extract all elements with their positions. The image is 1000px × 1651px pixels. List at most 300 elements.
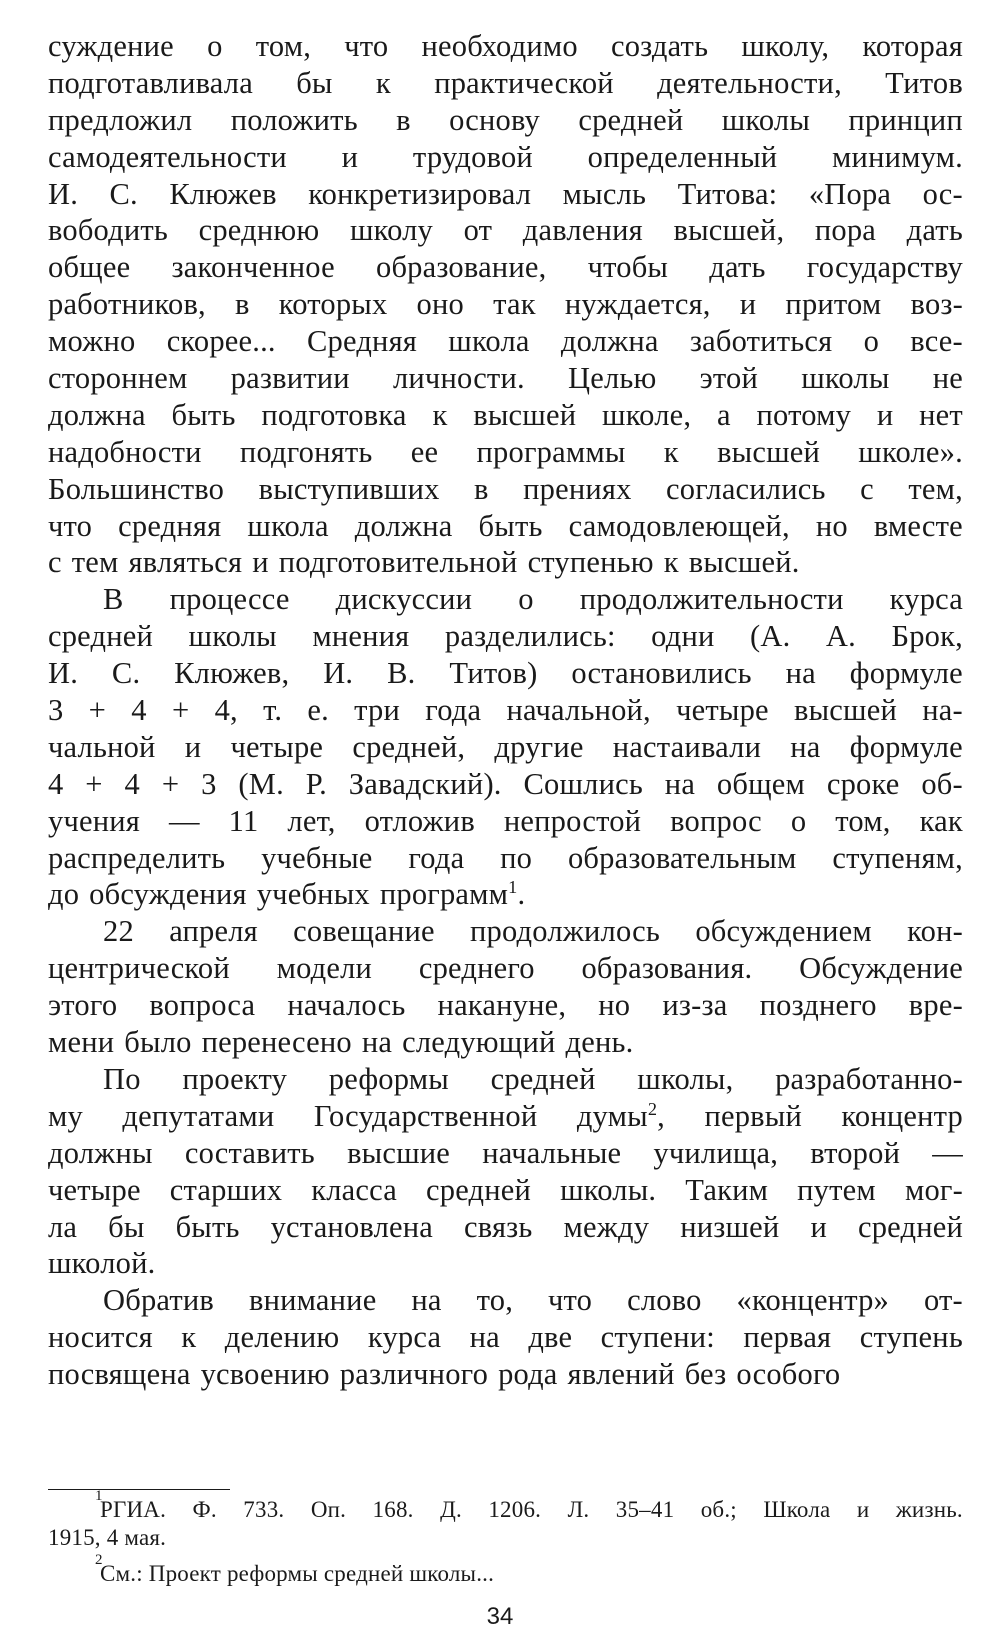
word: подготавливала: [48, 65, 253, 100]
word: так: [493, 287, 536, 322]
word: дать: [906, 213, 963, 248]
word: курса: [889, 582, 963, 617]
text-line: [48, 544, 963, 581]
word: законченное: [171, 250, 335, 285]
word: остановились: [571, 656, 752, 691]
word: мог-: [904, 1172, 963, 1207]
word: непростой: [503, 803, 642, 838]
word: бы: [108, 1209, 145, 1244]
word: 4: [124, 766, 140, 801]
word: старших: [169, 1172, 283, 1207]
word: И.: [48, 656, 79, 691]
word: на: [469, 1320, 500, 1355]
word: об.;: [700, 1497, 737, 1522]
word: жизнь.: [895, 1497, 963, 1522]
word: распределить: [48, 840, 226, 875]
word: быть: [478, 508, 543, 543]
word: Брок,: [891, 619, 963, 654]
word: Ф.: [192, 1497, 217, 1522]
word: 4: [48, 766, 64, 801]
word: что: [48, 508, 93, 543]
word: и: [739, 287, 757, 322]
word: подготовка: [261, 397, 407, 432]
word: проекту: [182, 1061, 288, 1096]
word: воз-: [910, 287, 963, 322]
word: согласились: [666, 471, 826, 506]
word: пора: [814, 213, 877, 248]
footnotes: [48, 1488, 963, 1596]
word: о: [790, 803, 807, 838]
word: —: [932, 1135, 963, 1170]
word: конкретизировал: [308, 176, 532, 211]
word: практической: [434, 65, 614, 100]
word: начальной,: [506, 693, 651, 728]
word: должна: [560, 324, 659, 359]
word: трудовой: [412, 139, 533, 174]
word: суждение: [48, 29, 174, 63]
word: нет: [919, 397, 963, 432]
word: (М.: [238, 766, 284, 801]
word: продолжительности: [579, 582, 844, 617]
word: четыре: [230, 729, 324, 764]
word: средней: [426, 1172, 532, 1207]
word: ее: [410, 434, 439, 469]
word: накануне,: [437, 988, 567, 1023]
paragraph: [48, 913, 963, 1061]
word: 4: [131, 693, 147, 728]
word: две: [528, 1320, 573, 1355]
word: училища,: [653, 1135, 779, 1170]
footnote-text: См.: Проект реформы средней школы...: [100, 1561, 495, 1586]
footnote-line: 2 См.: Проект реформы средней школы...: [95, 1552, 495, 1586]
text-line: [48, 840, 963, 877]
word: четыре: [676, 693, 769, 728]
word: Средняя: [307, 324, 418, 359]
text-line: [48, 803, 963, 840]
word: началось: [287, 988, 406, 1023]
text-line: [48, 1135, 963, 1172]
word: (А.: [750, 619, 791, 654]
word: и: [341, 139, 359, 174]
word: в: [474, 471, 489, 506]
word: к: [375, 65, 391, 100]
word: чальной: [48, 729, 156, 764]
word: Государственной: [313, 1098, 538, 1133]
word: развитии: [230, 361, 350, 396]
word: в: [396, 102, 411, 137]
text-line: [48, 508, 963, 545]
word: среднего: [418, 951, 535, 986]
page-number: 34: [486, 1603, 514, 1630]
footnote-line: 1 РГИА. Ф. 733. Оп. 168. Д. 1206. Л. 35–41 об.; Школа и жизнь.: [95, 1488, 963, 1522]
word: на: [790, 729, 821, 764]
word: скорее...: [166, 324, 276, 359]
word: тем,: [908, 471, 963, 506]
word: потому: [756, 397, 852, 432]
word: дискуссии: [335, 582, 473, 617]
word: РГИА.: [100, 1497, 167, 1522]
word: центрической: [48, 951, 230, 986]
word: положить: [230, 102, 358, 137]
word: школы: [801, 361, 890, 396]
word: и: [184, 729, 202, 764]
word: но: [598, 988, 631, 1023]
word: Школа: [763, 1497, 831, 1522]
text-line: [48, 1172, 963, 1209]
word: Оп.: [310, 1497, 347, 1522]
text-line: [48, 286, 963, 323]
word: вопрос: [670, 803, 762, 838]
word: 4,: [214, 693, 238, 728]
text-line: [48, 249, 963, 286]
text-line: [48, 618, 963, 655]
word: с: [48, 545, 62, 580]
text-line: [48, 1098, 963, 1135]
word: вободить: [48, 213, 169, 248]
word: являться: [128, 545, 243, 580]
word: средняя: [118, 508, 222, 543]
word: +: [88, 693, 107, 728]
word: к: [663, 434, 679, 469]
word: первый: [704, 1098, 802, 1133]
word: самодовлеющей,: [568, 508, 790, 543]
word: быть: [175, 1209, 240, 1244]
word: 22: [103, 914, 134, 949]
text-line: [48, 1282, 963, 1319]
word: настаивали: [612, 729, 762, 764]
text-line: [48, 655, 963, 692]
word: минимум.: [832, 139, 963, 174]
footnote: [48, 1488, 963, 1552]
word: года: [408, 840, 465, 875]
word: давления: [522, 213, 643, 248]
word: образования.: [581, 951, 753, 986]
word: вопроса: [149, 988, 256, 1023]
word: должны: [48, 1135, 153, 1170]
word: носится: [48, 1320, 153, 1355]
word: Р.: [305, 766, 327, 801]
word: и: [810, 1209, 827, 1244]
word: с: [860, 471, 874, 506]
word: все-: [910, 324, 963, 359]
word: посвящена: [48, 1357, 191, 1392]
word: четыре: [48, 1172, 141, 1207]
text-line: [48, 28, 963, 65]
word: общем: [716, 766, 805, 801]
footnote-text: 1915, 4 мая.: [48, 1525, 167, 1550]
word: средней: [490, 1061, 596, 1096]
word: и: [252, 545, 269, 580]
text-line: [48, 950, 963, 987]
word: по: [500, 840, 533, 875]
word: основу: [449, 102, 541, 137]
word: было: [124, 1025, 192, 1060]
word: без: [684, 1357, 727, 1392]
word: деятельности,: [657, 65, 842, 100]
word: этой: [699, 361, 759, 396]
word: начальные: [482, 1135, 622, 1170]
word: подготовительной: [278, 545, 518, 580]
word: школой.: [48, 1246, 156, 1281]
word: высшей: [794, 693, 897, 728]
word: том,: [255, 29, 312, 63]
word: ступень: [859, 1320, 963, 1355]
word: принцип: [848, 102, 963, 137]
word: слово: [627, 1283, 702, 1318]
word: образовательным: [567, 840, 797, 875]
word: вре-: [908, 988, 963, 1023]
text-line: [48, 471, 963, 508]
text-line: [48, 1245, 963, 1282]
text-line: [48, 581, 963, 618]
word: вместе: [873, 508, 963, 543]
word: позднего: [759, 988, 877, 1023]
word: на: [361, 1025, 393, 1060]
word: три: [354, 693, 401, 728]
word: оно: [416, 287, 464, 322]
word: Титов): [449, 656, 538, 691]
word: необходимо: [421, 29, 578, 63]
text-line: [48, 987, 963, 1024]
word: и: [876, 397, 894, 432]
word: создать: [611, 29, 709, 63]
word: И.: [48, 176, 79, 211]
word: Титов: [885, 65, 963, 100]
word: реформы: [328, 1061, 449, 1096]
word: думы$^2$,: [576, 1098, 665, 1133]
text-line: [48, 176, 963, 213]
word: му: [48, 1098, 83, 1133]
word: не: [932, 361, 963, 396]
word: Титова:: [677, 176, 778, 211]
word: С.: [109, 176, 138, 211]
word: обсуждения: [89, 877, 247, 912]
word: на: [664, 766, 696, 801]
word: класса: [311, 1172, 397, 1207]
word: самодеятельности: [48, 139, 287, 174]
word: Клюжев: [169, 176, 277, 211]
word: формуле: [849, 729, 963, 764]
word: ступенью: [527, 545, 654, 580]
word: заботиться: [689, 324, 833, 359]
word: формуле: [849, 656, 963, 691]
word: делению: [224, 1320, 340, 1355]
word: школу,: [741, 29, 830, 63]
word: апреля: [169, 914, 258, 949]
word: особого: [736, 1357, 841, 1392]
word: образование,: [376, 250, 547, 285]
paragraph: [48, 1282, 963, 1393]
word: надобности: [48, 434, 202, 469]
word: «концентр»: [736, 1283, 890, 1318]
word: школе».: [858, 434, 963, 469]
word: из-за: [662, 988, 728, 1023]
word: школу: [349, 213, 434, 248]
word: ступеням,: [832, 840, 963, 875]
word: 35–41: [615, 1497, 675, 1522]
word: чтобы: [587, 250, 669, 285]
word: второй: [810, 1135, 901, 1170]
word: которая: [862, 29, 963, 63]
word: что: [548, 1283, 593, 1318]
word: 3: [48, 693, 64, 728]
word: И.: [323, 656, 354, 691]
word: Клюжев,: [174, 656, 290, 691]
footnote-line: [48, 1524, 963, 1552]
word: можно: [48, 324, 136, 359]
word: на: [411, 1283, 442, 1318]
word: на: [785, 656, 816, 691]
text-line: [48, 397, 963, 434]
word: другие: [494, 729, 584, 764]
word: составить: [184, 1135, 315, 1170]
word: лет,: [287, 803, 336, 838]
word: школа: [448, 324, 530, 359]
word: обсуждением: [695, 914, 872, 949]
word: ла: [48, 1209, 78, 1244]
word: прениях: [523, 471, 632, 506]
paragraph: [48, 1061, 963, 1282]
word: к: [432, 397, 448, 432]
footnote-text: [100, 1496, 963, 1524]
word: должна: [48, 397, 146, 432]
word: и: [856, 1497, 870, 1522]
word: одни: [651, 619, 715, 654]
word: работников,: [48, 287, 206, 322]
text-line: [48, 692, 963, 729]
word: т.: [263, 693, 283, 728]
word: следующий: [402, 1025, 556, 1060]
word: высшей: [473, 397, 577, 432]
footnote-separator: [48, 1489, 230, 1490]
word: что: [344, 29, 389, 63]
word: явлений: [567, 1357, 675, 1392]
word: об-: [921, 766, 963, 801]
word: +: [171, 693, 190, 728]
word: высшие: [347, 1135, 451, 1170]
word: связь: [464, 1209, 533, 1244]
word: школа: [247, 508, 329, 543]
word: притом: [785, 287, 882, 322]
word: подгонять: [239, 434, 373, 469]
word: «Пора: [808, 176, 892, 211]
word: о: [207, 29, 223, 63]
word: —: [168, 803, 200, 838]
word: средней: [48, 619, 154, 654]
word: +: [85, 766, 103, 801]
paragraph: [48, 28, 963, 581]
word: ступени:: [600, 1320, 715, 1355]
text-line: [48, 766, 963, 803]
word: А.: [825, 619, 856, 654]
word: сроке: [826, 766, 900, 801]
word: 1206.: [488, 1497, 542, 1522]
word: мысль: [562, 176, 647, 211]
word: к: [663, 545, 679, 580]
word: Большинство: [48, 471, 225, 506]
text-line: [48, 1061, 963, 1098]
word: +: [161, 766, 180, 801]
word: учения: [48, 803, 141, 838]
word: Таким: [685, 1172, 769, 1207]
word: учебных: [256, 877, 370, 912]
text-line: [48, 360, 963, 397]
word: которых: [278, 287, 388, 322]
word: то,: [476, 1283, 514, 1318]
word: концентр: [841, 1098, 963, 1133]
word: разделились:: [444, 619, 616, 654]
text-line: [48, 139, 963, 176]
word: школе,: [602, 397, 692, 432]
word: государству: [806, 250, 963, 285]
word: По: [103, 1061, 141, 1096]
word: разработанно-: [775, 1061, 963, 1096]
word: программы: [476, 434, 626, 469]
word: е.: [307, 693, 329, 728]
word: высшей,: [673, 213, 785, 248]
text-line: [48, 65, 963, 102]
word: В: [103, 582, 124, 617]
word: общее: [48, 250, 131, 285]
text-line: [48, 729, 963, 766]
word: рода: [498, 1357, 558, 1392]
word: от-: [923, 1283, 963, 1318]
word: внимание: [248, 1283, 377, 1318]
word: до: [48, 877, 80, 912]
word: усвоению: [200, 1357, 330, 1392]
text-line: [48, 913, 963, 950]
word: школы,: [637, 1061, 734, 1096]
word: кон-: [907, 914, 963, 949]
word: Обратив: [103, 1283, 214, 1318]
word: Целью: [567, 361, 657, 396]
word: Сошлись: [523, 766, 643, 801]
word: на-: [922, 693, 963, 728]
text-line: [48, 212, 963, 249]
word: продолжилось: [470, 914, 661, 949]
word: предложил: [48, 102, 193, 137]
word: стороннем: [48, 361, 188, 396]
word: средней: [857, 1209, 963, 1244]
paragraph: [48, 581, 963, 913]
word: года: [425, 693, 482, 728]
word: мени: [48, 1025, 115, 1060]
text-line: [48, 1356, 963, 1393]
word: процессе: [169, 582, 290, 617]
main-text: [48, 28, 963, 1393]
word: курса: [367, 1320, 442, 1355]
word: о: [518, 582, 534, 617]
word: этого: [48, 988, 118, 1023]
word: школы: [721, 102, 811, 137]
text-line: [48, 1209, 963, 1246]
word: установлена: [270, 1209, 434, 1244]
word: а: [716, 397, 731, 432]
word: среднюю: [198, 213, 320, 248]
word: тем: [71, 545, 119, 580]
word: депутатами: [122, 1098, 275, 1133]
word: учебные: [261, 840, 373, 875]
word: день.: [565, 1025, 634, 1060]
word: высшей: [717, 434, 821, 469]
word: программ$^1$.: [379, 877, 526, 912]
word: о: [863, 324, 880, 359]
word: в: [235, 287, 250, 322]
word: перенесено: [201, 1025, 352, 1060]
text-line: [48, 434, 963, 471]
word: различного: [339, 1357, 489, 1392]
word: между: [563, 1209, 650, 1244]
